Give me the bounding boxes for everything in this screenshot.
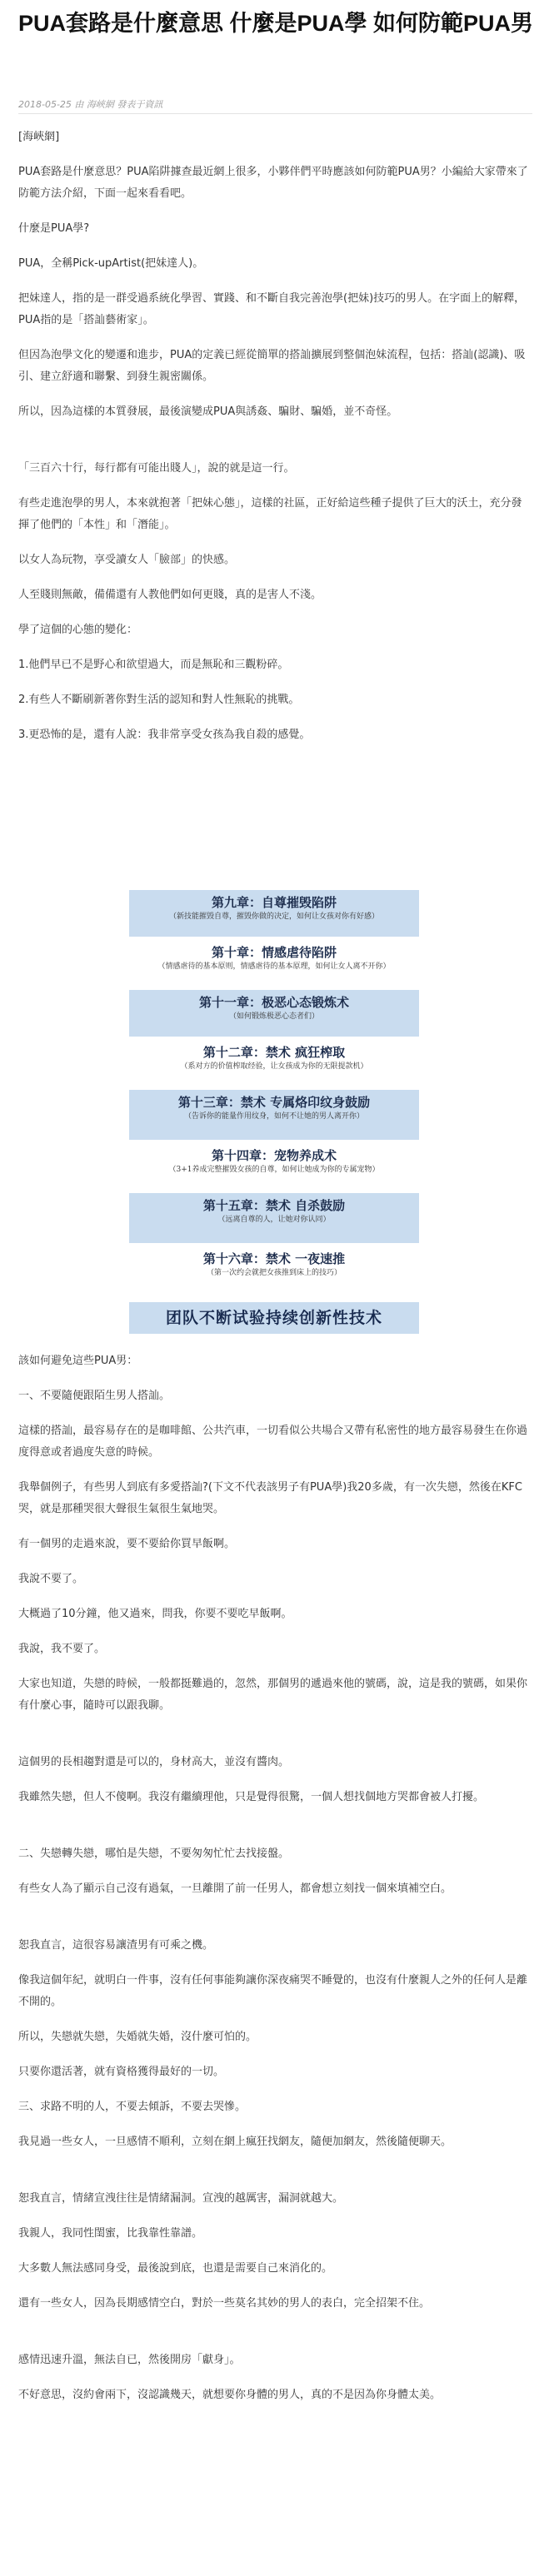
paragraph: 我說，我不要了。	[18, 1643, 106, 1655]
paragraph: 3.更恐怖的是，還有人說：我非常享受女孩為我自殺的感覺。	[18, 729, 311, 741]
paragraph: 不好意思，沒約會兩下，沒認識幾天，就想要你身體的男人，真的不是因為你身體太美。	[18, 2389, 442, 2401]
paragraph: 一、不要隨便跟陌生男人搭訕。	[18, 1390, 171, 1402]
paragraph: PUA，全稱Pick-upArtist(把妹達人)。	[18, 257, 204, 270]
paragraph: 把妹達人，指的是一群受過系統化學習、實踐、和不斷自我完善泡學(把妹)技巧的男人。在字面上的解釋，PUA指的是「搭訕藝術家」。	[18, 292, 526, 326]
trap-title: 第十三章：禁术 专属烙印纹身鼓励	[177, 1095, 371, 1110]
paragraph: [海峽網]	[18, 131, 60, 143]
paragraph: 恕我直言，情緒宣洩往往是情緒漏洞。宣洩的越厲害，漏洞就越大。	[18, 2192, 344, 2205]
paragraph: 「三百六十行，每行都有可能出賤人」，說的就是這一行。	[18, 462, 295, 475]
trap-title: 第十二章：禁术 疯狂榨取	[202, 1045, 346, 1060]
paragraph: 有些女人為了顯示自己沒有過氣，一旦離開了前一任男人，都會想立刻找一個來填補空白。	[18, 1882, 452, 1895]
paragraph: 學了這個的心態的變化：	[18, 624, 138, 636]
trap-subtitle: （第一次约会就把女孩推到床上的技巧）	[206, 1269, 342, 1277]
pua-chapters-infographic	[129, 890, 419, 1335]
trap-chapter-15	[129, 1193, 419, 1243]
paragraph: 我見過一些女人，一旦感情不順利，立刻在網上瘋狂找網友，隨便加網友，然後隨便聊天。	[18, 2136, 452, 2148]
trap-title: 第十五章：禁术 自杀鼓励	[202, 1198, 346, 1213]
trap-title: 第十六章：禁术 一夜速推	[202, 1251, 346, 1266]
paragraph: 有一個男的走過來說，要不要給你買早飯啊。	[18, 1538, 236, 1550]
trap-subtitle: （新技能摧毁自尊，摧毁你做的决定，如何让女孩对你有好感）	[168, 913, 379, 921]
infographic-footer: 团队不断试验持续创新性技术	[129, 1302, 419, 1334]
trap-subtitle: （3+1养成完整摧毁女孩的自尊，如何让她成为你的专属宠物）	[168, 1166, 380, 1174]
trap-chapter-10	[129, 940, 419, 987]
paragraph: 以女人為玩物，享受讀女人「臉部」的快感。	[18, 554, 236, 566]
article-meta: 2018-05-25 由 海峽網 發表于資訊	[18, 99, 163, 110]
paragraph: 三、求路不明的人，不要去傾訴，不要去哭慘。	[18, 2101, 247, 2113]
paragraph: 只要你還活著，就有資格獲得最好的一切。	[18, 2066, 225, 2078]
paragraph: 大多數人無法感同身受，最後說到底，也還是需要自己來消化的。	[18, 2262, 333, 2275]
trap-title: 第十四章：宠物养成术	[211, 1148, 337, 1163]
paragraph: 這樣的搭訕，最容易存在的是咖啡館、公共汽車，一切看似公共場合又帶有私密性的地方最容易發生在你過度得意或者過度失意的時候。	[18, 1425, 528, 1459]
paragraph: 大概過了10分鐘，他又過來，問我，你要不要吃早飯啊。	[18, 1608, 292, 1620]
paragraph: 恕我直言，這很容易讓渣男有可乘之機。	[18, 1939, 214, 1952]
paragraph: 所以，因為這樣的本質發展，最後演變成PUA與誘姦、騙財、騙婚，並不奇怪。	[18, 405, 398, 418]
trap-subtitle: （告诉你的能量作用纹身，如何不让她的男人离开你）	[183, 1112, 364, 1121]
paragraph: 我雖然失戀，但人不傻啊。我沒有繼續理他，只是覺得很驚，一個人想找個地方哭都會被人打擾。	[18, 1791, 485, 1803]
paragraph: 我說不要了。	[18, 1573, 84, 1585]
title-divider	[18, 113, 532, 114]
trap-chapter-16	[129, 1246, 419, 1296]
trap-subtitle: （远离自尊的人，让她对你认同）	[217, 1216, 331, 1224]
paragraph: 還有一些女人，因為長期感情空白，對於一些莫名其妙的男人的表白，完全招架不住。	[18, 2297, 431, 2310]
paragraph: 1.他們早已不是野心和欲望過大，而是無恥和三觀粉碎。	[18, 659, 289, 671]
paragraph: 這個男的長相趨對還是可以的，身材高大，並沒有醬肉。	[18, 1756, 290, 1768]
trap-title: 第九章：自尊摧毁陷阱	[211, 895, 337, 910]
trap-title: 第十章：情感虐待陷阱	[211, 945, 337, 960]
paragraph: 有些走進泡學的男人，本來就抱著「把妹心態」，這樣的社區，正好給這些種子提供了巨大的沃土，充分發揮了他們的「本性」和「潛能」。	[18, 497, 522, 531]
trap-subtitle: （系对方的价值榨取经验，让女孩成为你的无限提款机）	[180, 1062, 368, 1071]
paragraph: 像我這個年紀，就明白一件事，沒有任何事能夠讓你深夜痛哭不睡覺的，也沒有什麼親人之外的任何人是離不開的。	[18, 1974, 528, 2008]
paragraph: PUA套路是什麼意思？PUA陷阱據查最近網上很多，小夥伴們平時應該如何防範PUA男？小編給大家帶來了防範方法介紹，下面一起來看看吧。	[18, 166, 528, 200]
trap-chapter-9	[129, 890, 419, 937]
paragraph: 2.有些人不斷刷新著你對生活的認知和對人性無恥的挑戰。	[18, 694, 300, 706]
paragraph: 人至賤則無敵，備備還有人教他們如何更賤，真的是害人不淺。	[18, 589, 322, 601]
paragraph: 感情迅速升溫，無法自已，然後開房「獻身」。	[18, 2354, 241, 2366]
trap-chapter-11	[129, 990, 419, 1037]
paragraph: 什麼是PUA學?	[18, 222, 90, 235]
paragraph: 我親人，我同性閨蜜，比我靠性靠譜。	[18, 2227, 203, 2240]
trap-chapter-12	[129, 1040, 419, 1087]
paragraph: 所以，失戀就失戀，失婚就失婚，沒什麼可怕的。	[18, 2031, 257, 2043]
paragraph: 但因為泡學文化的變遷和進步，PUA的定義已經從簡單的搭訕擴展到整個泡妹流程，包括：搭訕(認識)、吸引、建立舒適和聯繫、到發生親密關係。	[18, 349, 526, 383]
paragraph: 該如何避免這些PUA男：	[18, 1355, 138, 1367]
paragraph: 我舉個例子，有些男人到底有多愛搭訕?(下文不代表該男子有PUA學)我20多歲，有一次失戀，然後在KFC哭，就是那種哭很大聲很生氣很生氣地哭。	[18, 1481, 522, 1515]
trap-subtitle: （如何锻炼极恶心态者们）	[228, 1012, 319, 1021]
article-title: PUA套路是什麼意思 什麼是PUA學 如何防範PUA男	[18, 11, 534, 36]
trap-chapter-13	[129, 1090, 419, 1140]
paragraph: 二、失戀轉失戀，哪怕是失戀，不要匆匆忙忙去找接盤。	[18, 1847, 290, 1860]
trap-subtitle: （情感虐待的基本原则，情感虐待的基本原理，如何让女人离不开你）	[157, 962, 391, 971]
trap-chapter-14	[129, 1143, 419, 1190]
trap-title: 第十一章：极恶心态锻炼术	[198, 995, 349, 1010]
paragraph: 大家也知道，失戀的時候，一般都挺難過的，忽然，那個男的遞過來他的號碼，說，這是我的號碼，如果你有什麼心事，隨時可以跟我聊。	[18, 1678, 528, 1712]
